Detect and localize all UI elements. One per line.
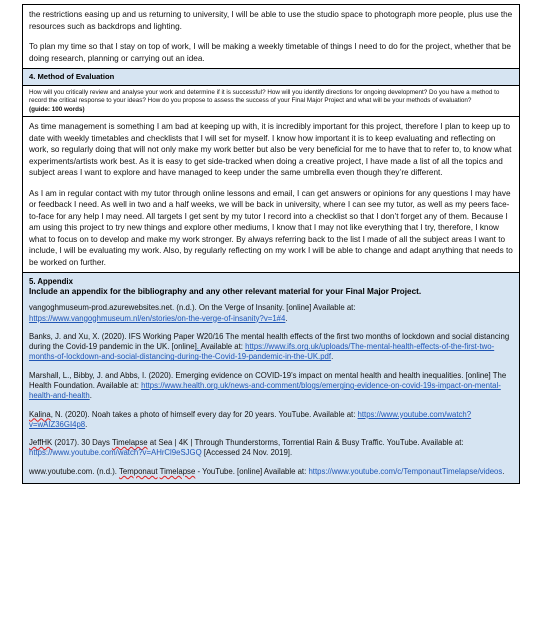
paragraph: As time management is something I am bad at keeping up with, it is incredibly important for this project, therefore I plan to keep up to date with weekly timetables and checklists that I will set for myself. I know how important it is to keep evaluating and reflecting on work, so regularly doing that will not only make my work better but also be very beneficial for me to have that to refer to, to know what experiments/artists work best. As it is easy to get side-tracked when doing a creative project, I have made a list of all the topics and subject areas I want to explore and have managed to keep under the same umbrella even though they’re different. xyxy=(29,122,512,178)
document-table xyxy=(22,4,520,484)
spellcheck-word: Timelapse xyxy=(159,466,196,476)
appendix-heading: 5. Appendix xyxy=(29,277,73,287)
guide-word-count: (guide: 100 words) xyxy=(29,105,85,113)
planning-text-cell xyxy=(23,5,519,68)
spellcheck-word: JeffHK xyxy=(29,438,53,448)
reference-link[interactable]: https://www.youtube.com/watch?v=AHrCl9eSJGQ xyxy=(29,448,202,458)
reference-link[interactable]: https://www.vangoghmuseum.nl/en/stories/on-the-verge-of-insanity?v=1#4 xyxy=(29,313,286,323)
section-heading-evaluation: 4. Method of Evaluation xyxy=(23,68,519,85)
spellcheck-word: Timelapse xyxy=(111,438,148,448)
paragraph: the restrictions easing up and us returning to university, I will be able to use the studio space to photograph more people, plus use the resources such as backdrops and lighting. xyxy=(29,10,513,31)
spellcheck-word: Temponaut xyxy=(119,466,158,476)
paragraph: To plan my time so that I stay on top of work, I will be making a weekly timetable of things I need to do for the project, whether that be doing research, planning or carrying out an idea. xyxy=(29,42,511,63)
appendix-instructions: Include an appendix for the bibliography and any other relevant material for your Final Major Project. xyxy=(29,286,422,296)
reference-item: vangoghmuseum-prod.azurewebsites.net. (n.d.). On the Verge of Insanity. [online] Available at: https://www.vangoghmuseum.nl/en/stories/on-the-verge-of-insanity?v=1#4. xyxy=(29,303,356,323)
reference-item: Kalina, N. (2020). Noah takes a photo of himself every day for 20 years. YouTube. Available at: https://www.youtube.com/watch?v=wAIZ36GI4p8. xyxy=(29,409,472,429)
reference-item: Marshall, L., Bibby, J. and Abbs, I. (2020). Emerging evidence on COVID-19’s impact on mental health and health inequalities. [online] The Health Foundation. Available at: https://www.health.org.uk/news-and-comment/blogs/emerging-evidence-on-covid-19s-impact-on-mental-health-and-health. xyxy=(29,370,507,401)
reference-item: www.youtube.com. (n.d.). Temponaut Timelapse - YouTube. [online] Available at: https://www.youtube.com/c/TemponautTimelapse/videos. xyxy=(29,466,505,476)
reference-link[interactable]: https://www.ifs.org.uk/uploads/The-mental-health-effects-of-the-first-two-months-of-lockdown-and-social-distancing-during-the-Covid-19-pandemic-in-the-UK.pdf xyxy=(29,342,495,362)
guidance-text: How will you critically review and analyse your work and determine if it is successful? How will you identify directions for ongoing development? Do you have a method to record the critical response to your ideas? How do you propose to assess the success of your Final Major Project and what will be your methods of evaluation? xyxy=(29,89,500,105)
evaluation-answer-cell xyxy=(23,116,519,272)
appendix-cell xyxy=(23,272,519,483)
reference-link[interactable]: https://www.youtube.com/watch?v=wAIZ36GI4p8 xyxy=(29,409,472,429)
reference-item: Banks, J. and Xu, X. (2020). IFS Working Paper W20/16 The mental health effects of the first two months of lockdown and social distancing during the Covid-19 pandemic in the UK. [online]. Available at: https://www.ifs.org.uk/uploads/The-mental-health-effects-of-the-first-two-months-of-lockdown-and-social-distancing-during-the-Covid-19-pandemic-in-the-UK.pdf. xyxy=(29,331,510,362)
paragraph: As I am in regular contact with my tutor through online lessons and email, I can get answers or opinions for any questions I may have or feedback I need. As well in two and a half weeks, we will be back in university, where I can see my tutor, as well as my peers face-to-face for any help I may need. All targets I get sent by my tutor I record into a checklist so that I don’t forget any of them. Because I am using this project to try new things and explore other mediums, I know that I may not like everything that I try, therefore, I know what to focus on to develop and make my work stronger. By always referring back to the list I made of all the subject areas I want to include, I will be evaluating my work. Also, by regularly reflecting on my work I will be able to change and adapt anything that needs to be worked on further. xyxy=(29,188,513,267)
reference-item: JeffHK (2017). 30 Days Timelapse at Sea | 4K | Through Thunderstorms, Torrential Rain & Busy Traffic. YouTube. Available at: https://www.youtube.com/watch?v=AHrCl9eSJGQ [Accessed 24 Nov. 2019]. xyxy=(29,438,464,458)
evaluation-guidance xyxy=(23,85,519,116)
spellcheck-word: Kalina xyxy=(29,409,51,419)
reference-link[interactable]: https://www.youtube.com/c/TemponautTimelapse/videos xyxy=(308,466,503,476)
reference-link[interactable]: https://www.health.org.uk/news-and-comment/blogs/emerging-evidence-on-covid-19s-impact-on-mental-health-and-health xyxy=(29,381,501,401)
